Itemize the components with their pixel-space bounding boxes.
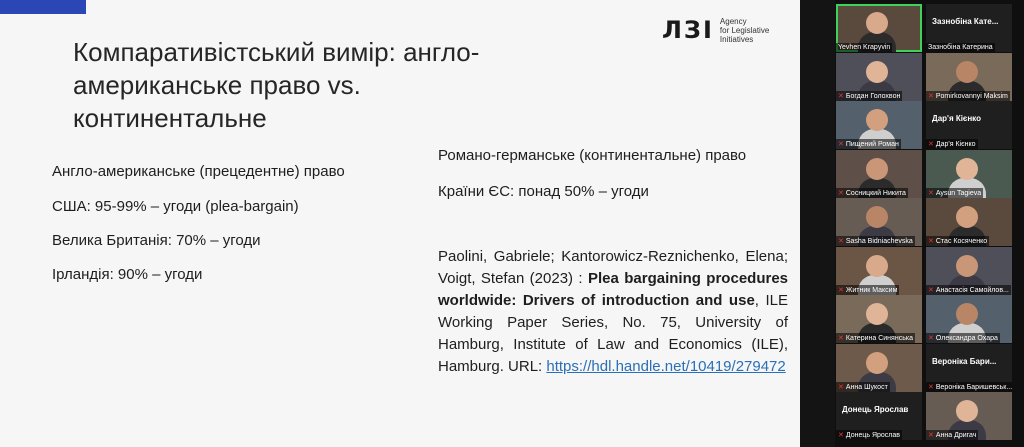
- muted-mic-icon: ✕: [928, 141, 934, 148]
- participant-display-name: Зазнобіна Кате...: [932, 17, 999, 26]
- civil-law-section: [438, 147, 788, 378]
- participant-video-face: [866, 303, 888, 325]
- ref-authors: Paolini, Gabriele; Kantorowicz-Reznichenko, Elena; Voigt, Stefan (2023) :: [438, 248, 788, 287]
- participant-tile[interactable]: [926, 344, 1012, 392]
- ref-title: Plea bargaining procedures worldwide: Drivers of introduction and use: [438, 270, 789, 309]
- stat-ireland: Ірландія: 90% – угоди: [52, 266, 203, 283]
- participant-display-name: Вероніка Бари...: [932, 356, 997, 366]
- ref-details: , ILE Working Paper Series, No. 75, University of Hamburg, Institute of Law and Economics (ILE), Hamburg. URL:: [438, 292, 788, 375]
- logo-text: [720, 17, 769, 44]
- participant-tile[interactable]: [926, 247, 1012, 295]
- muted-mic-icon: ✕: [928, 335, 934, 342]
- muted-mic-icon: ✕: [928, 286, 934, 294]
- participant-display-name: Дар'я Кієнко: [932, 114, 981, 123]
- muted-mic-icon: ✕: [928, 238, 934, 245]
- participant-name-label: ✕ Сосницкий Никита: [838, 189, 906, 197]
- participant-name-label: ✕ Житник Максим: [838, 286, 898, 294]
- participant-video-face: [956, 303, 978, 325]
- participant-tile[interactable]: [926, 4, 1012, 52]
- participant-video-face: [956, 158, 978, 180]
- participant-tile[interactable]: [836, 344, 922, 392]
- slide-title: Компаративістський вимір: англо-американське право vs. континентальне: [73, 37, 480, 133]
- participant-video-face: [866, 352, 888, 374]
- participant-video-face: [866, 61, 888, 83]
- participant-name-label: ✕ Пищений Роман: [838, 141, 899, 148]
- participant-video-face: [866, 109, 888, 131]
- participant-name-label: ✕ Дар'я Кієнко: [928, 141, 976, 148]
- participant-name-label: ✕ Стас Косяченко: [928, 238, 988, 245]
- participant-tile[interactable]: [926, 295, 1012, 343]
- participant-video-face: [956, 61, 978, 83]
- participant-name-label: ✕ Pomirkovannyi Maksim: [928, 92, 1008, 100]
- participant-tile[interactable]: [926, 101, 1012, 149]
- participant-tile[interactable]: [926, 392, 1012, 440]
- logo-line-3: Initiatives: [719, 34, 754, 44]
- participant-name-label: ✕ Анна Дригач: [928, 432, 977, 439]
- participant-name-label: ✕ Sasha Bidniachevska: [838, 238, 913, 245]
- stat-usa: США: 95-99% – угоди (plea-bargain): [52, 198, 299, 215]
- stat-eu: Країни ЄС: понад 50% – угоди: [438, 183, 649, 200]
- reference-citation: [438, 246, 788, 378]
- muted-mic-icon: ✕: [838, 189, 844, 197]
- muted-mic-icon: ✕: [838, 92, 844, 100]
- muted-mic-icon: ✕: [928, 92, 934, 100]
- participant-display-name: Донець Ярослав: [842, 405, 909, 414]
- participant-tile[interactable]: [836, 295, 922, 343]
- participant-tile[interactable]: [836, 4, 922, 52]
- logo-line-2: for Legislative: [719, 25, 770, 35]
- participant-tile[interactable]: [836, 392, 922, 440]
- muted-mic-icon: ✕: [928, 383, 934, 391]
- participant-name-label: ✕ Анна Шукост: [838, 383, 888, 391]
- muted-mic-icon: ✕: [838, 383, 844, 391]
- muted-mic-icon: ✕: [838, 238, 844, 245]
- participant-tile[interactable]: [836, 198, 922, 246]
- participant-name-label: ✕ Богдан Голохвон: [838, 92, 901, 100]
- participant-name-label: Зазнобіна Катерина: [928, 44, 993, 51]
- participant-name-label: ✕ Вероніка Баришевськ...: [928, 383, 1012, 391]
- stat-uk: Велика Британія: 70% – угоди: [52, 232, 261, 249]
- logo-mark: ЛЗІ: [662, 16, 714, 44]
- ref-url-link[interactable]: https://hdl.handle.net/10419/279472: [546, 358, 786, 375]
- participant-video-face: [866, 255, 888, 277]
- participant-tile[interactable]: [836, 150, 922, 198]
- participant-name-label: ✕ Донець Ярослав: [838, 432, 900, 439]
- muted-mic-icon: ✕: [838, 335, 844, 342]
- participant-video-face: [866, 206, 888, 228]
- civil-law-heading: Романо-германське (континентальне) право: [438, 147, 747, 164]
- participant-tile[interactable]: [836, 101, 922, 149]
- participant-video-face: [956, 255, 978, 277]
- participant-tile[interactable]: [836, 53, 922, 101]
- muted-mic-icon: ✕: [838, 141, 844, 148]
- agency-logo: [662, 16, 769, 44]
- slide-accent-bar: [0, 0, 86, 14]
- participant-video-face: [866, 158, 888, 180]
- participant-name-label: ✕ Aysun Tagieva: [928, 189, 982, 197]
- common-law-section: [52, 163, 345, 300]
- participant-video-face: [956, 206, 978, 228]
- participant-name-label: ✕ Катерина Синянська: [838, 335, 913, 342]
- participant-video-face: [956, 400, 978, 422]
- muted-mic-icon: ✕: [928, 189, 934, 197]
- muted-mic-icon: ✕: [838, 286, 844, 294]
- participant-tile[interactable]: [926, 150, 1012, 198]
- logo-line-1: Agency: [719, 16, 747, 26]
- muted-mic-icon: ✕: [838, 432, 844, 439]
- participant-video-face: [866, 12, 888, 34]
- muted-mic-icon: ✕: [928, 432, 934, 439]
- participant-tile[interactable]: [926, 53, 1012, 101]
- common-law-heading: Англо-американське (прецедентне) право: [52, 163, 345, 180]
- participant-name-label: ✕ Олександра Охара: [928, 335, 998, 342]
- participant-name-label: ✕ Анастасія Самойлов...: [928, 286, 1009, 294]
- participant-name-label: Yevhen Krapyvin: [838, 44, 891, 51]
- participant-tile[interactable]: [926, 198, 1012, 246]
- participant-tile[interactable]: [836, 247, 922, 295]
- slide-border: [800, 0, 835, 447]
